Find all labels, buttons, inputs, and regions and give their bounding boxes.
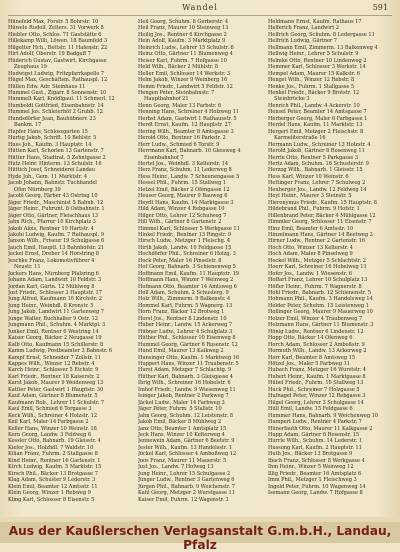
- directory-entry: Hockel Wilh., Metzger 5 Schlachtstr. 2: [268, 257, 366, 264]
- column-middle: [138, 19, 264, 516]
- directory-entry: Hundsdörfer Jean, Bauhübnerr. 23: [8, 115, 96, 122]
- directory-entry: Hubach Franz, Metzger 16 Wurststr. 4: [268, 367, 366, 374]
- directory-entry: Höfler Heinr., Fuhrm. 7 Wagnerstr. 8: [268, 283, 362, 290]
- directory-entry: Herbst Adam, Gastwirt 1 Rathausstr. 5: [138, 115, 237, 122]
- directory-entry: Hensel Peter, Beamter 14 Amtsgasse 7: [268, 109, 367, 116]
- directory-entry: Hirt Adolf, Oberstr. 19 Badgaff 7: [8, 51, 91, 58]
- column-right: [268, 19, 394, 516]
- directory-entry: Kilian Franz, Fuhrm. 2 Stallgasse 8: [8, 451, 98, 458]
- directory-entry: Klag Adam, Schuster 9 Lederstr. 3: [8, 477, 96, 484]
- directory-entry: Keck Wilh., Schreiner 4 Holzstr. 12: [8, 412, 98, 419]
- directory-entry: Huss Joh., Kaufm. 3 Hauptstr. 14: [8, 141, 92, 148]
- directory-entry: Hünefeld Max, Forstr. 5 Bohrstr. 10: [8, 19, 99, 25]
- directory-entry: Hering Wilh., Beamter 8 Amtsgasse 3: [138, 128, 234, 135]
- directory-entry: Hurst Adam, Metzger 7 Schlachtg. 9: [138, 367, 232, 374]
- directory-entry: Jahn Georg, Schuhm. 12 Leistenstr. 8: [138, 412, 233, 419]
- directory-entry: Hergert Emil, Metzger 2 Fleischstr. 8: [268, 128, 364, 135]
- directory-entry: Hütten Karl, Schorlen 13 Gartenstr. 7: [8, 148, 104, 155]
- directory-entry: Helfrich Georg, Schuhm. 8 Ledergasse 11: [268, 31, 375, 38]
- directory-entry: Hötzel Jos., Maler 5 Farbweg 11: [268, 361, 350, 368]
- directory-entry: Heuser Georg, Maurer 9 Bauweg 6: [138, 193, 228, 200]
- directory-entry: Himmler Georg, Schlosser 11 Eisenstr. 7: [268, 219, 372, 226]
- directory-entry: Jung Jakob, Landwirt 11 Gartenweg 7: [8, 309, 104, 316]
- directory-entry: Eisenbahnhof 7: [144, 154, 184, 161]
- directory-entry: Johann Adam, Landwirt 10 Feldstr. 3: [8, 277, 102, 284]
- directory-entry: Hertel Jos., Weinhdl. 3 Kelterstr. 14: [138, 160, 229, 167]
- directory-entry: Jakobi Ludwig, Kaufm. 7 Rathauspl. 9: [8, 231, 104, 238]
- directory-entry: Zeughaus 19: [14, 64, 47, 71]
- directory-entry: Helm Jakob, Winzer 9 Weinberg 16: [138, 77, 228, 84]
- publisher-footer: [0, 522, 400, 552]
- directory-entry: Horn Franz, Bäcker 12 Brotweg 1: [138, 309, 225, 316]
- directory-entry: Isinger Jakob, Rentner 2 Parkweg 7: [138, 393, 229, 400]
- directory-entry: Heller Emil, Schlosser 14 Werkstr. 3: [138, 70, 231, 77]
- directory-entry: Henrich Phil., Landw. 4 Ackerstr. 10: [268, 102, 360, 109]
- directory-entry: Hoffart Franz, Lehrer 10 Schulplatz 13: [268, 277, 368, 284]
- directory-entry: Imm Phil., Metzger 1 Fleischweg 3: [268, 477, 357, 484]
- directory-entry: Kamm Ludwig, Postbeamter 3 Bahnstr. 6: [8, 348, 113, 355]
- directory-entry: Illig Friedr., Beamter 16 Amtsplatz 6: [268, 470, 362, 477]
- directory-entry: Kling Karl, Schlosser 8 Eisenstr. 5: [8, 496, 95, 503]
- directory-entry: Kappes Wilh., Winzer 12 Rebstr. 4: [8, 361, 95, 368]
- directory-entry: Kaiser Georg, Bäcker 2 Neugasse 19: [8, 335, 102, 342]
- directory-entry: Jost Jos., Landw. 7 Hofweg 13: [138, 464, 214, 471]
- directory-entry: Hetzel Emil, Bäcker 2 Ofengasse 12: [138, 186, 230, 193]
- directory-entry: Heydt Hans, Kaufm. 14 Marktgasse 3: [138, 199, 234, 206]
- directory-entry: Kiefer Jos., Holzhdl. 7 Waldstr. 10: [8, 444, 94, 451]
- directory-entry: Heil Franz, Maurer 10 Steinweg 13: [138, 25, 229, 32]
- directory-entry: Hüwele Rudolf, Zelters. 31 Vorwerk 8: [8, 25, 104, 32]
- directory-entry: Jungmann Phil., Schuhm. 4 Marktpl. 3: [8, 322, 106, 329]
- directory-entry: Hommel Karl, Fuhrm. 5 Wagnerg. 13: [138, 302, 233, 309]
- directory-entry: Hutz Heinr. Hinterm. 13 Schulstr. 16: [8, 160, 102, 167]
- directory-entry: Karch Heinr., Schlosser 5 Eichstr. 9: [8, 367, 99, 374]
- directory-entry: Hoffmann Emil, Kaufm. 11 Hauptstr. 19: [138, 270, 240, 277]
- directory-entry: Kahl Georg, Metzger 2 Wurstgasse 11: [138, 490, 235, 497]
- directory-entry: Hopp Otto, Bäcker 14 Ofenweg 6: [268, 335, 353, 342]
- directory-entry: Herberger Georg, Maler 6 Farbgasse 1: [268, 115, 368, 122]
- directory-entry: Jöckel Karl, Schlosser 4 Amboßweg 12: [138, 451, 237, 458]
- directory-entry: Imhof Friedr., Landw. 9 Wiesenweg 11: [138, 386, 236, 393]
- directory-entry: Bankm. 17: [14, 122, 42, 129]
- directory-entry: Klein Emil, Beamter 12 Amtsstr. 11: [8, 483, 98, 490]
- directory-entry: Hock Peter, Maler 16 Pinselstr. 8: [138, 257, 222, 264]
- directory-entry: Kauf Adam, Gärtner 8 Blumenstr. 5: [8, 393, 98, 400]
- directory-entry: Janz Otto, Beamter 1 Amtsplatz 15: [138, 425, 227, 432]
- directory-entry: Hüther Phil., Schlosser 10 Eisenweg 8: [138, 335, 236, 342]
- directory-entry: Hussong Karl, Kaufm. 2 Hauptstr. 11: [268, 444, 362, 451]
- directory-entry: Hermann Ludw., Schreiner 13 Holzstr. 4: [268, 141, 371, 148]
- directory-entry: Hellwig Heinr., Lehrer 5 Schulstr. 9: [268, 51, 359, 58]
- directory-entry: Janson Wilh., Friseur 19 Schulgasse 6: [8, 238, 105, 245]
- directory-entry: Keller Hans, Winzer 10 Weinstr. 18: [8, 425, 97, 432]
- directory-entry: Holder Peter, Schuhm. 15 Leistenweg 1: [268, 302, 369, 309]
- directory-entry: Ihm Heinr., Winzer 5 Weinweg 12: [268, 464, 354, 471]
- directory-entry: Herold Otto, Rentner 16 Parkstr. 2: [138, 135, 226, 142]
- directory-entry: Helferich Franz, Landwirt 2: [268, 25, 339, 32]
- directory-entry: Kaul Emil, Schmied 6 Torgasse 3: [8, 406, 92, 413]
- directory-entry: Horr Karl, Beamter 8 Amtsweg 15: [268, 354, 356, 361]
- directory-entry: Ingold Peter, Fuhrm. 10 Wagenweg 14: [268, 483, 366, 490]
- directory-entry: Neustr. 11: [14, 264, 41, 271]
- directory-entry: Hauptbahnhof 21: [144, 96, 189, 103]
- directory-entry: Humpert Ludw., Rentner 4 Parkstr. 7: [268, 419, 362, 426]
- directory-entry: Herz Franz, Schuhm. 11 Lederweg 8: [138, 167, 232, 174]
- directory-entry: Holzer Emil, Winzer 4 Traubenweg 7: [268, 315, 363, 322]
- directory-entry: Hofmann Otto, Beamter 14 Amtsweg 6: [138, 283, 237, 290]
- directory-entry: Hübel Friedr., Fuhrm. 10 Stallweg 13: [268, 380, 364, 387]
- directory-entry: Hillekamp Willi, Löwen. 18 Baumfeld 3: [8, 38, 108, 45]
- directory-entry: Heldmann Ernst, Kaufm. Rathaus 17: [268, 19, 362, 25]
- directory-entry: Jockers Hans, Nürnberg Pfalzring 6: [8, 270, 99, 277]
- directory-entry: Hüttich Josef, Schneiderei Landau: [8, 167, 96, 174]
- directory-entry: Karmeliterstraße 16: [274, 135, 326, 142]
- directory-entry: Jauch Emil, Hauptl. 13 Bahnhofstr. 21: [8, 244, 105, 251]
- page-number: 591: [372, 3, 388, 12]
- directory-entry: Herrmann Karl, Bahnarb. 10 Gleisweg 4: [138, 148, 241, 155]
- directory-entry: Holl Adam, Schuhm. 2 Schusterg. 9: [138, 290, 229, 297]
- directory-entry: Hupp Adam, Gärtner 6 Rosenstr. 15: [268, 432, 360, 438]
- directory-entry: Herdel Hans, Kaufm. 11 Marktstr. 13: [268, 122, 363, 129]
- directory-entry: Hügel Max, Geschäftsm. Rathauspl. 12: [8, 77, 108, 84]
- directory-entry: Jäger Heinr., Fuhrunt. 8 Ostbahnstr. 1: [8, 206, 105, 213]
- directory-entry: Heuberger Jos., Landw. 12 Feldweg 14: [268, 186, 367, 193]
- directory-entry: Hofer Jos., Landw. 1 Wiesenstr. 6: [268, 270, 352, 277]
- directory-entry: Hüllen Edw. Adr. Steinhaus 11: [8, 83, 86, 90]
- directory-entry: Hemm Friedr., Landwirt 5 Feldstr. 12: [138, 83, 233, 90]
- directory-entry: Hormuth Wilh., Landw. 13 Ackerweg 2: [268, 348, 367, 355]
- directory-entry: Klein Georg, Winzer 1 Rebweg 9: [8, 490, 91, 497]
- header-rule: [8, 15, 392, 16]
- directory-entry: Jung Heinr., Lehrer 15 Schulgasse 2: [138, 470, 231, 477]
- directory-entry: Hettinger Franz, Lehrer 7 Schulweg 2: [268, 180, 366, 187]
- directory-entry: Hirner Ludw., Rentner 2 Gartenstr. 16: [268, 238, 366, 245]
- directory-entry: Hübner Ludw., Lehrer 4 Schulplatz 3: [138, 328, 233, 335]
- directory-entry: Hilger Otto, Lehrer 12 Schulweg 7: [138, 212, 227, 219]
- directory-entry: Hild Adam, Winzer 4 Rebgasse 10: [138, 206, 225, 213]
- directory-entry: Kaiser Emil, Fuhrm. 12 Wagenstr. 3: [138, 496, 229, 503]
- directory-entry: Hoch Adam, Maler 8 Pinselweg 9: [268, 251, 353, 258]
- directory-entry: Hill Wilh., Gärtner 8 Gartenstr. 2: [138, 219, 222, 226]
- directory-entry: Henning Hans, Schreiner 4 Holzweg 11: [138, 109, 240, 116]
- directory-entry: Hüderich Gustav, Gastwirt, Kirchgasse: [8, 57, 107, 64]
- directory-entry: Jordan Karl, Gärtn. 12 Mühlweg 8: [8, 283, 95, 290]
- directory-entry: Hilgetter Hch., Bettstr. 11 Hafenstr. 22: [8, 44, 108, 51]
- directory-entry: Hengen Peter, Steinbahnstr. 7: [138, 89, 215, 96]
- directory-entry: Jäger Otto, Gärtner, Fleischhaus 13: [8, 212, 99, 219]
- directory-entry: Hummel Gust., Zigarr. 8 Sonnenstr. 10: [8, 89, 107, 96]
- directory-entry: Hurrle Wilh., Schuhm. 14 Lederstr. 1: [268, 438, 363, 445]
- directory-entry: Kirsch Phil., Bäcker 13 Brotgasse 7: [8, 470, 98, 477]
- directory-entry: Hohmann Phil., Kaufm. 3 Handelsweg 14: [268, 296, 373, 303]
- directory-entry: Hirsch Ludw., Metzger 1 Fleischg. 4: [138, 238, 231, 245]
- directory-entry: Hummel Georg, Gärtner 6 Rosenstr. 12: [138, 341, 238, 348]
- directory-entry: Huck Phil., Schreiner 7 Holzgasse 5: [268, 386, 360, 393]
- directory-entry: Hinkel Friedr., Rentner 13 Ringstr. 9: [138, 231, 232, 238]
- directory-entry: Held Wilh., Bäcker 2 Mühlstr. 8: [138, 64, 219, 71]
- directory-entry: Jester Wilh., Kaufm. 13 Handelsstr. 1: [138, 444, 232, 451]
- directory-entry: Hinz Emil, Beamter 6 Amtsstr. 10: [268, 225, 354, 232]
- directory-entry: Holz Wilh., Zimmerm. 9 Balkenstr. 4: [138, 296, 231, 303]
- directory-entry: Hess Heinr., Landw. 7 Scheunengasse 5: [138, 173, 240, 180]
- directory-entry: Ibach Franz, Schlosser 8 Werkgasse 4: [268, 457, 365, 464]
- directory-entry: Hyde Joh., Gem. 11 Marktstr. 4: [8, 173, 88, 180]
- directory-entry: Hohl Friedr., Bahnarb. 12 Schienenstr. 5: [268, 290, 371, 297]
- directory-entry: Heinz Otto, Gärtner 11 Blumenweg 4: [138, 51, 233, 58]
- directory-entry: Heiser Karl, Fuhrm. 7 Hofgasse 10: [138, 57, 227, 64]
- directory-entry: Ofen Nürnberg 39: [14, 186, 61, 193]
- directory-entry: Hund Emil, Maurer 13 Kalkweg 2: [138, 348, 224, 355]
- directory-entry: Herzog Wilh., Bahnarb. 1 Gleisstr. 15: [268, 167, 363, 174]
- directory-entry: Hoch Otto, Winzer 13 Kelterstr. 4: [268, 244, 353, 251]
- directory-entry: Hertz Adam, Schuhm. 16 Schusterstr. 9: [268, 160, 369, 167]
- directory-entry: Hempel Adam, Maurer 15 Kalkstr. 6: [268, 70, 360, 77]
- directory-entry: Jäger Friedr., Maschinist 5 Bahnh. 12: [8, 199, 104, 206]
- directory-entry: Junge Walter, Buchhalter 9 Ostr. 12: [8, 315, 98, 322]
- directory-entry: Jakob Alois, Rentner 19 Hartstr. 4: [8, 225, 94, 232]
- directory-entry: Huber Heinr., Landw. 15 Ackerweg 7: [138, 322, 233, 329]
- directory-entry: Hummelt Karl, Knödlgaul. 11 Schmerl. 12: [8, 96, 115, 103]
- directory-entry: Kessler Otto, Bahnarb. 19 Gleisstr. 4: [8, 438, 101, 445]
- directory-entry: Keil Karl, Maler 14 Farbgasse 2: [8, 419, 89, 426]
- directory-entry: Hunsinger Otto, Kaufm. 1 Marktweg 16: [138, 354, 240, 361]
- directory-entry: Jeschke Franz, Lokomotivführer 4: [8, 257, 95, 264]
- directory-entry: Huppert Hans, Winzer 11 Traubenstr. 5: [138, 361, 239, 368]
- directory-entry: Himmel Karl, Schlosser 5 Werkgasse 11: [138, 225, 240, 232]
- directory-entry: Hellmann Emil, Zimmerm. 13 Balkenweg 4: [268, 44, 378, 51]
- directory-entry: Karl Friedr., Rentner 18 Kaiserstr. 2: [8, 373, 100, 380]
- directory-entry: Jung Heinr., Weinhdl. 8 Kronstr. 5: [8, 302, 94, 309]
- directory-entry: Herr Ludw., Schmied 6 Torstr. 9: [138, 141, 220, 148]
- directory-entry: Hoerr Karl, Schreiner 16 Hobelweg 11: [268, 264, 367, 271]
- directory-entry: Jacobi Georg, Färber 43 Ostring 10: [8, 193, 98, 200]
- running-title: Wandel: [182, 3, 218, 12]
- directory-entry: Hemmer Karl, Schlosser 3 Werkstr. 14: [268, 64, 366, 71]
- directory-entry: Hünerfauth Otto, Maurer 11 Kalkgasse 2: [268, 425, 373, 432]
- directory-entry: Henke Jos., Fuhrm. 1 Stallgasse 5: [268, 83, 355, 90]
- directory-entry: Jacob Johann, Bahnstr. Tuchhandel: [8, 180, 97, 187]
- directory-entry: Hillenbrand Peter, Bäcker 4 Mühlgasse 12: [268, 212, 376, 219]
- directory-entry: Jünger Ludw., Rentner 3 Gartenweg 6: [138, 477, 235, 484]
- directory-entry: Junker Emil, Rentner 6 Westring 14: [8, 328, 99, 335]
- directory-entry: Jeckel Ernst, Dreher 14 Horstring 8: [8, 251, 99, 258]
- directory-entry: Hengst Wilh., Winzer 12 Rebstr. 8: [268, 77, 355, 84]
- directory-entry: Kalb Otto, Kaufmann 15 Schillerstr. 8: [8, 341, 104, 348]
- directory-entry: Hieronymus Friedr., Kaufm. 15 Hauptstr. 8: [268, 199, 377, 206]
- directory-entry: Humboldt Gottfried, Eisenbahnstr. 14: [8, 102, 104, 109]
- directory-entry: Hummer Hans, Bahnarb. 9 Weichenweg 10: [268, 412, 379, 419]
- directory-entry: Hiebler Otto, Schlos. 71 Gaststätte 6: [8, 31, 102, 38]
- directory-entry: Hütter Hans, Stadtrat. 5 Zehntgasse 2: [8, 154, 106, 161]
- directory-entry: Herdt Ernst, Kaufm. 12 Hauptstr. 27: [138, 122, 231, 129]
- directory-entry: Hochdörfer Phil., Schreiner 6 Holzg. 3: [138, 251, 236, 258]
- directory-entry: Jeck Hans, Winzer 10 Kelterweg 4: [138, 432, 225, 438]
- directory-entry: Hudwigst Ludwig, Fritzpfarrkapelle 7: [8, 70, 105, 77]
- directory-entry: Hein Adolf, Kaufm. 3 Marktplatz 9: [138, 38, 226, 45]
- directory-entry: Heinrich Ludw., Lehrer 15 Schulstr. 6: [138, 44, 234, 51]
- directory-entry: Hönig Ludw., Rentner 6 Lindenstr. 12: [268, 328, 364, 335]
- publisher-advertisement: Aus der Kaußlerschen Verlagsanstalt G.m.b.H., Landau, Pfalz: [8, 524, 392, 552]
- directory-entry: Kaufmann Rob., Lehrer 11 Schulstr. 7: [8, 399, 105, 406]
- directory-entry: Hüther Karl, Bahnarb. 3 Gleisgasse 4: [138, 373, 233, 380]
- directory-entry: Heyl Heinr., Maurer 3 Steinstr. 5: [268, 193, 352, 200]
- directory-entry: Hubert Heinr., Kaufm. 1 Marktgasse 8: [268, 373, 366, 380]
- directory-entry: Ihrig Wilh., Schreiner 16 Hobelstr. 6: [138, 380, 231, 387]
- directory-entry: Heil Georg, Schuhm. 8 Gerberstr. 4: [138, 19, 229, 25]
- directory-entry: Hupfer Hans, Schlossgarten 15: [8, 128, 88, 135]
- directory-entry: Joos Franz, Maurer 11 Mauerstr. 5: [138, 457, 227, 464]
- directory-entry: Jakob Emil, Bäcker 8 Mühlweg 2: [138, 419, 222, 426]
- directory-entry: Jäger Peter, Fuhrm. 5 Stallstr. 10: [138, 406, 222, 413]
- directory-entry: Hufnagel Peter, Winzer 12 Rebgasse 3: [268, 393, 366, 400]
- directory-entry: Helmke Otto, Rentner 10 Lindenweg 2: [268, 57, 367, 64]
- column-left: [8, 19, 134, 516]
- directory-entry: Helfrich Ludwig, Gärtner 7: [268, 38, 338, 45]
- directory-entry: Hess Karl, Winzer 10 Weinstr. 6: [268, 173, 349, 180]
- directory-entry: Jost Friedr., Schlosser 3 Hauptstr. 17: [8, 290, 102, 297]
- directory-entry: Hurtig Jakob, Schrift. 10 Behlstr. 5: [8, 135, 97, 142]
- directory-entry: Henkel Friedr., Bäcker 9 Brotstr. 12: [268, 89, 360, 96]
- directory-entry: Hügel Georg, Lehrer 3 Schulgasse 14: [268, 399, 364, 406]
- directory-entry: Heilig Jos., Rentner 6 Kirchgasse 2: [138, 31, 227, 38]
- directory-entry: Hessel Phil., Fuhrm. 15 Stallweg 1: [138, 180, 227, 187]
- directory-entry: Hoffmann Hans, Winzer 7 Weinweg 2: [138, 277, 234, 284]
- directory-entry: Hollinger Georg, Maurer 9 Mauerweg 10: [268, 309, 373, 316]
- directory-entry: Herold Jakob, Gärtner 8 Rosenweg 11: [268, 148, 365, 155]
- directory-entry: Jürgen Phil., Bahnarb. 9 Weichenstr. 7: [138, 483, 235, 490]
- directory-columns: [8, 19, 394, 516]
- directory-entry: Jahn Rich., Pfarrer 10 Kirchplatz 3: [8, 219, 96, 226]
- directory-entry: Hüll Emil, Landw. 15 Feldgasse 6: [268, 406, 353, 413]
- directory-entry: Hummel Jos. Schleierhöf 2 Grubb. 12: [8, 109, 103, 116]
- directory-entry: Isemann Georg, Landw. 7 Hofgasse 8: [268, 490, 363, 497]
- directory-entry: Hof Georg, Bahnarb. 3 Schienenweg 5: [138, 264, 236, 271]
- directory-entry: Henn Georg, Maler 13 Farbstr. 6: [138, 102, 222, 109]
- directory-entry: Hinzelmann Hans, Gärtner 14 Beetweg 3: [268, 231, 373, 238]
- directory-entry: Karst Jakob, Maurer 9 Weidenweg 13: [8, 380, 104, 387]
- directory-entry: Jennewein Adam, Gärtner 6 Beetstr. 9: [138, 438, 235, 445]
- directory-entry: Huth Jos., Bäcker 13 Brotgasse 9: [268, 451, 353, 458]
- directory-entry: Kampf Ernst, Schneider 7 Zollstr. 11: [8, 354, 101, 361]
- directory-entry: Horst Jos., Rentner 8 Lindenstr. 10: [138, 315, 227, 322]
- directory-entry: Herrle Otto, Rentner 5 Parkgasse 3: [268, 154, 359, 161]
- directory-entry: Jäckel Ludw., Maler 14 Farbweg 3: [138, 399, 225, 406]
- directory-entry: Holzmann Hans, Gärtner 11 Blumenstr. 3: [268, 322, 374, 329]
- directory-entry: Kind Heinr., Rentner 16 Gartenstr. 1: [8, 457, 101, 464]
- directory-entry: Kattler Peter, Gastwirt 1 Hauptstr. 30: [8, 386, 104, 393]
- directory-entry: Kern Georg, Landw. 3 Feldweg 6: [8, 432, 92, 438]
- directory-entry: Horch Adam, Schlosser 2 Amboßstr. 9: [268, 341, 365, 348]
- directory-entry: Jung Alfred, Kaufmann 16 Kirchstr. 2: [8, 296, 102, 303]
- directory-entry: Hirth Jakob, Landw. 10 Feldgasse 15: [138, 244, 232, 251]
- directory-entry: Steinbrücke 3: [274, 96, 310, 103]
- directory-entry: Kirch Ludwig, Kaufm. 5 Marktstr. 15: [8, 464, 102, 471]
- directory-entry: Hildebrand Phil., Fuhrm. 9 Hofstr. 1: [268, 206, 360, 213]
